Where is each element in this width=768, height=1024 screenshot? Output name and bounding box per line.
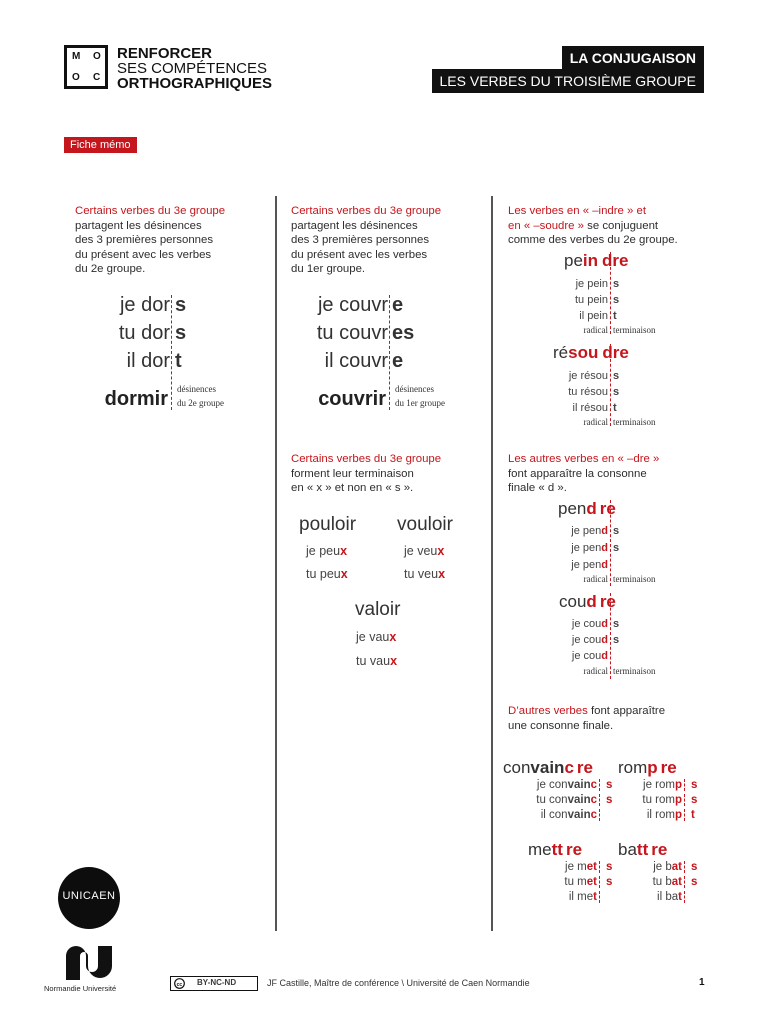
resoudre-terminaison-label: terminaison bbox=[613, 417, 656, 427]
rompre-verb bbox=[618, 758, 698, 778]
convaincre-row-radical: vain bbox=[567, 779, 591, 791]
col2-intro-line: du 1er groupe. bbox=[291, 263, 366, 275]
col3-a-intro-line2 bbox=[508, 219, 708, 234]
convaincre-row bbox=[503, 808, 613, 823]
battre-row-end: s bbox=[691, 861, 698, 873]
coudre-stem: je cou bbox=[571, 618, 602, 630]
col1-intro-line: du 2e groupe. bbox=[75, 263, 146, 275]
mettre-row-end: s bbox=[606, 861, 613, 873]
convaincre-row-divider bbox=[599, 809, 606, 821]
brand-line1: RENFORCER bbox=[117, 45, 213, 62]
mooc-logo bbox=[64, 45, 108, 89]
rompre-row-consonant: p bbox=[674, 809, 682, 821]
battre-verb-pre: ba bbox=[618, 840, 637, 859]
vouloir-verb: vouloir bbox=[397, 514, 453, 535]
pendre-row-1 bbox=[571, 525, 608, 537]
battre-verb-termination: re bbox=[651, 840, 668, 859]
col2-end-3: e bbox=[392, 350, 404, 372]
resoudre-stem-3: il résou bbox=[572, 402, 608, 414]
col1-end-3: t bbox=[175, 350, 182, 372]
col1-ann-2: du 2e groupe bbox=[177, 398, 224, 408]
peindre-verb bbox=[564, 251, 629, 271]
convaincre-row-pre: je con bbox=[536, 779, 568, 791]
resoudre-mid: sou bbox=[568, 343, 599, 362]
convaincre-verb-pre: con bbox=[503, 758, 531, 777]
rompre-row bbox=[618, 808, 698, 823]
pendre-d: d bbox=[601, 525, 608, 537]
col1-stem-2: tu dor bbox=[118, 322, 170, 344]
mettre-verb-consonant: tt bbox=[551, 840, 563, 859]
coudre-d: d bbox=[601, 634, 608, 646]
col2-b-intro-line: en « x » et non en « s ». bbox=[291, 482, 414, 494]
coudre-d: d bbox=[586, 592, 597, 611]
battre-row bbox=[618, 890, 698, 905]
col2-intro-line: du présent avec les verbes bbox=[291, 248, 428, 261]
rompre-row-end: s bbox=[691, 794, 698, 806]
coudre-suf: re bbox=[599, 592, 616, 611]
resoudre-radical-label: radical bbox=[583, 417, 608, 427]
footer-credit: JF Castille, Maître de conférence \ Université de Caen Normandie bbox=[267, 978, 530, 988]
rompre-row-divider bbox=[684, 794, 691, 806]
column-divider-2 bbox=[491, 196, 493, 931]
valoir-end: x bbox=[389, 630, 397, 644]
valoir-row1 bbox=[356, 630, 396, 644]
battre-row bbox=[618, 860, 698, 875]
normandie-logo-icon bbox=[62, 942, 116, 982]
col1-intro-line: du présent avec les verbes bbox=[75, 248, 212, 261]
mettre-row-stem: je m bbox=[565, 861, 587, 873]
normandie-label: Normandie Université bbox=[44, 984, 117, 993]
col3-c-intro-line1 bbox=[508, 704, 708, 719]
col3-c-intro-red: D’autres verbes bbox=[508, 705, 588, 717]
col2-b-intro-line: forment leur terminaison bbox=[291, 467, 414, 480]
rompre-row-end: t bbox=[691, 809, 695, 821]
convaincre-row-pre: il con bbox=[540, 809, 568, 821]
resoudre-end-1: s bbox=[613, 370, 620, 382]
col2-intro-line: des 3 premières personnes bbox=[291, 234, 430, 246]
coudre-stem: je cou bbox=[571, 634, 602, 646]
coudre-terminaison-label: terminaison bbox=[613, 666, 656, 676]
rompre-row-stem: il rom bbox=[646, 809, 675, 821]
col3-b-intro bbox=[508, 452, 708, 496]
col2-b-intro bbox=[291, 452, 481, 496]
mettre-verb-pre: me bbox=[528, 840, 552, 859]
pendre-divider bbox=[610, 500, 611, 586]
col2-divider bbox=[389, 295, 390, 410]
mooc-letter-c: C bbox=[93, 72, 101, 83]
vouloir-end: x bbox=[437, 544, 445, 558]
mettre-row-consonant: et bbox=[586, 861, 597, 873]
col2-verb: couvrir bbox=[318, 388, 386, 410]
peindre-divider bbox=[610, 252, 611, 334]
peindre-end-2: s bbox=[613, 294, 620, 306]
page-number: 1 bbox=[699, 977, 705, 988]
col1-intro-red bbox=[75, 204, 265, 219]
col2-end-2: es bbox=[392, 322, 415, 344]
resoudre-suf: dre bbox=[602, 343, 629, 362]
rompre-row-end: s bbox=[691, 779, 698, 791]
mettre-row-divider bbox=[599, 861, 606, 873]
pouloir-row2 bbox=[306, 567, 348, 581]
battre-row-end: s bbox=[691, 876, 698, 888]
col1-end-2: s bbox=[175, 322, 187, 344]
col1-end-1: s bbox=[175, 294, 187, 316]
pendre-terminaison-label: terminaison bbox=[613, 574, 656, 584]
mettre-row-stem: tu m bbox=[564, 876, 587, 888]
col3-c-intro-line2: une consonne finale. bbox=[508, 719, 614, 732]
resoudre-stem-1: je résou bbox=[568, 370, 608, 382]
battre-row-divider bbox=[684, 891, 691, 903]
mettre-row-consonant: et bbox=[586, 876, 597, 888]
battre-row-divider bbox=[684, 876, 691, 888]
cc-icon bbox=[174, 978, 194, 989]
col2-b-intro-red: Certains verbes du 3e groupe bbox=[291, 453, 442, 465]
resoudre-end-2: s bbox=[613, 386, 620, 398]
mettre-row bbox=[528, 890, 613, 905]
col1-intro-line: des 3 premières personnes bbox=[75, 234, 214, 246]
battre-row bbox=[618, 875, 698, 890]
rompre-block bbox=[618, 758, 698, 823]
convaincre-verb-radical: vain bbox=[530, 758, 565, 777]
fiche-badge: Fiche mémo bbox=[64, 137, 137, 153]
pouloir-stem: tu peu bbox=[306, 567, 341, 581]
col3-a-intro-line3: comme des verbes du 2e groupe. bbox=[508, 234, 678, 246]
pendre-stem: je pen bbox=[571, 525, 602, 537]
col3-b-intro-line: font apparaître la consonne bbox=[508, 467, 647, 480]
col2-intro-line: partagent les désinences bbox=[291, 219, 418, 232]
convaincre-row-divider bbox=[599, 779, 606, 791]
col1-stem-1: je dor bbox=[119, 294, 170, 316]
valoir-stem: je vau bbox=[356, 630, 390, 644]
battre-row-stem: je b bbox=[653, 861, 672, 873]
coudre-d: d bbox=[601, 650, 608, 662]
col2-end-1: e bbox=[392, 294, 404, 316]
mooc-letter-m: M bbox=[72, 51, 81, 62]
rompre-row-divider bbox=[684, 809, 691, 821]
pendre-end-2: s bbox=[613, 542, 620, 554]
pendre-end-1: s bbox=[613, 525, 620, 537]
brand-line3: ORTHOGRAPHIQUES bbox=[117, 75, 273, 92]
coudre-row-3 bbox=[572, 650, 608, 662]
peindre-suf: dre bbox=[602, 251, 629, 270]
mettre-block bbox=[528, 840, 613, 905]
battre-row-consonant: t bbox=[678, 891, 682, 903]
pendre-suf: re bbox=[599, 499, 616, 518]
resoudre-verb bbox=[553, 343, 629, 363]
unicaen-logo-text: UNICAEN bbox=[62, 890, 116, 902]
peindre-stem-3: il pein bbox=[579, 310, 608, 322]
valoir-end: x bbox=[390, 654, 398, 668]
mettre-verb-termination: re bbox=[565, 840, 583, 859]
convaincre-verb-consonant: c bbox=[564, 758, 574, 777]
coudre-d: d bbox=[601, 618, 608, 630]
pouloir-end: x bbox=[340, 544, 348, 558]
rompre-verb-termination: re bbox=[660, 758, 677, 777]
col3-a-intro-red2: en « –soudre » bbox=[508, 219, 584, 232]
col1-ann-1: désinences bbox=[177, 384, 216, 394]
convaincre-row-divider bbox=[599, 794, 606, 806]
peindre-mid: in bbox=[582, 251, 599, 270]
convaincre-block bbox=[503, 758, 613, 823]
peindre-stem-1: je pein bbox=[575, 278, 608, 290]
coudre-divider bbox=[610, 593, 611, 679]
convaincre-row-consonant: c bbox=[590, 794, 597, 806]
vouloir-row2 bbox=[404, 567, 445, 581]
col3-a-intro-red1: Les verbes en « –indre » et bbox=[508, 205, 647, 217]
svg-text:cc: cc bbox=[176, 982, 183, 988]
unicaen-logo bbox=[58, 867, 120, 929]
rompre-row-divider bbox=[684, 779, 691, 791]
convaincre-row-consonant: c bbox=[590, 779, 597, 791]
convaincre-row bbox=[503, 778, 613, 793]
pouloir-row1 bbox=[306, 544, 347, 558]
pendre-verb bbox=[558, 499, 616, 519]
brand-title bbox=[117, 46, 272, 91]
col1-verb: dormir bbox=[104, 388, 168, 410]
col3-a-intro bbox=[508, 204, 708, 248]
col1-intro bbox=[75, 204, 265, 277]
convaincre-row-radical: vain bbox=[567, 794, 591, 806]
mettre-row-divider bbox=[599, 891, 606, 903]
battre-row-consonant: at bbox=[671, 861, 682, 873]
coudre-row-2 bbox=[572, 634, 608, 646]
cc-license-badge bbox=[170, 976, 258, 991]
col1-stem-3: il dor bbox=[126, 350, 170, 372]
col3-b-intro-red: Les autres verbes en « –dre » bbox=[508, 453, 660, 465]
vouloir-stem: je veu bbox=[404, 544, 438, 558]
pouloir-verb: pouloir bbox=[299, 514, 357, 535]
col3-b-intro-line: finale « d ». bbox=[508, 482, 567, 494]
convaincre-row-end: s bbox=[606, 794, 613, 806]
rompre-row-stem: tu rom bbox=[642, 794, 675, 806]
col2-stem-3: il couvr bbox=[324, 350, 388, 372]
pouloir-end: x bbox=[340, 567, 348, 581]
mettre-verb bbox=[528, 840, 613, 860]
convaincre-verb-termination: re bbox=[576, 758, 593, 777]
col3-c-intro bbox=[508, 704, 708, 733]
mettre-row bbox=[528, 875, 613, 890]
valoir-row2 bbox=[356, 654, 397, 668]
resoudre-pre: ré bbox=[553, 343, 569, 362]
coudre-end-1: s bbox=[613, 618, 620, 630]
coudre-radical-label: radical bbox=[583, 666, 608, 676]
valoir-verb: valoir bbox=[355, 599, 401, 620]
column-divider-1 bbox=[275, 196, 277, 931]
battre-verb-consonant: tt bbox=[636, 840, 649, 859]
convaincre-verb bbox=[503, 758, 613, 778]
coudre-end-2: s bbox=[613, 634, 620, 646]
coudre-row-1 bbox=[572, 618, 608, 630]
convaincre-row-consonant: c bbox=[590, 809, 597, 821]
peindre-radical-label: radical bbox=[583, 325, 608, 335]
col2-intro bbox=[291, 204, 481, 277]
resoudre-stem-2: tu résou bbox=[568, 386, 608, 398]
mooc-letter-o1: O bbox=[93, 51, 101, 62]
col1-divider bbox=[171, 295, 172, 410]
peindre-pre: pe bbox=[564, 251, 583, 270]
pendre-d: d bbox=[601, 559, 608, 571]
pendre-row-3 bbox=[571, 559, 608, 571]
pendre-d: d bbox=[601, 542, 608, 554]
col1-intro-line: partagent les désinences bbox=[75, 219, 202, 232]
battre-row-stem: tu b bbox=[652, 876, 672, 888]
rompre-verb-consonant: p bbox=[647, 758, 658, 777]
vouloir-row1 bbox=[404, 544, 444, 558]
col2-stem-2: tu couvr bbox=[316, 322, 388, 344]
col2-ann-2: du 1er groupe bbox=[395, 398, 445, 408]
valoir-stem: tu vau bbox=[356, 654, 391, 668]
pendre-pre: pen bbox=[558, 499, 587, 518]
convaincre-row-end: s bbox=[606, 779, 613, 791]
mettre-row-stem: il me bbox=[568, 891, 594, 903]
peindre-end-1: s bbox=[613, 278, 620, 290]
coudre-pre: cou bbox=[559, 592, 587, 611]
pendre-d: d bbox=[586, 499, 597, 518]
resoudre-divider bbox=[610, 344, 611, 426]
col3-c-intro-tail: font apparaître bbox=[587, 705, 666, 717]
col3-a-intro-tail: se conjuguent bbox=[584, 219, 659, 232]
mettre-row bbox=[528, 860, 613, 875]
pendre-stem: je pen bbox=[571, 542, 602, 554]
vouloir-end: x bbox=[438, 567, 446, 581]
col1-intro-red-text: Certains verbes du 3e groupe bbox=[75, 205, 226, 217]
mooc-letter-o2: O bbox=[72, 72, 80, 83]
page-subtitle: LES VERBES DU TROISIÈME GROUPE bbox=[432, 69, 704, 93]
rompre-row bbox=[618, 793, 698, 808]
battre-row-divider bbox=[684, 861, 691, 873]
rompre-row bbox=[618, 778, 698, 793]
peindre-end-3: t bbox=[613, 310, 617, 322]
brand-line2: SES COMPÉTENCES bbox=[117, 60, 268, 77]
rompre-row-consonant: p bbox=[674, 779, 682, 791]
mettre-row-end: s bbox=[606, 876, 613, 888]
pouloir-stem: je peu bbox=[306, 544, 341, 558]
col2-ann-1: désinences bbox=[395, 384, 434, 394]
convaincre-row-pre: tu con bbox=[536, 794, 568, 806]
rompre-row-consonant: p bbox=[674, 794, 682, 806]
coudre-verb bbox=[559, 592, 616, 612]
mettre-row-consonant: t bbox=[593, 891, 597, 903]
rompre-row-stem: je rom bbox=[643, 779, 675, 791]
pendre-row-2 bbox=[571, 542, 608, 554]
coudre-stem: je cou bbox=[571, 650, 602, 662]
rompre-verb-pre: rom bbox=[618, 758, 648, 777]
battre-row-consonant: at bbox=[671, 876, 682, 888]
peindre-terminaison-label: terminaison bbox=[613, 325, 656, 335]
pendre-stem: je pen bbox=[571, 559, 602, 571]
peindre-stem-2: tu pein bbox=[574, 294, 608, 306]
page-title: LA CONJUGAISON bbox=[562, 46, 704, 70]
cc-license-text: BY-NC-ND bbox=[197, 978, 237, 987]
convaincre-row-radical: vain bbox=[567, 809, 591, 821]
mettre-row-divider bbox=[599, 876, 606, 888]
battre-verb bbox=[618, 840, 698, 860]
col2-stem-1: je couvr bbox=[317, 294, 388, 316]
convaincre-row bbox=[503, 793, 613, 808]
pendre-radical-label: radical bbox=[583, 574, 608, 584]
resoudre-end-3: t bbox=[613, 402, 617, 414]
battre-row-stem: il ba bbox=[657, 891, 679, 903]
vouloir-stem: tu veu bbox=[404, 567, 439, 581]
col2-intro-red: Certains verbes du 3e groupe bbox=[291, 205, 442, 217]
battre-block bbox=[618, 840, 698, 905]
